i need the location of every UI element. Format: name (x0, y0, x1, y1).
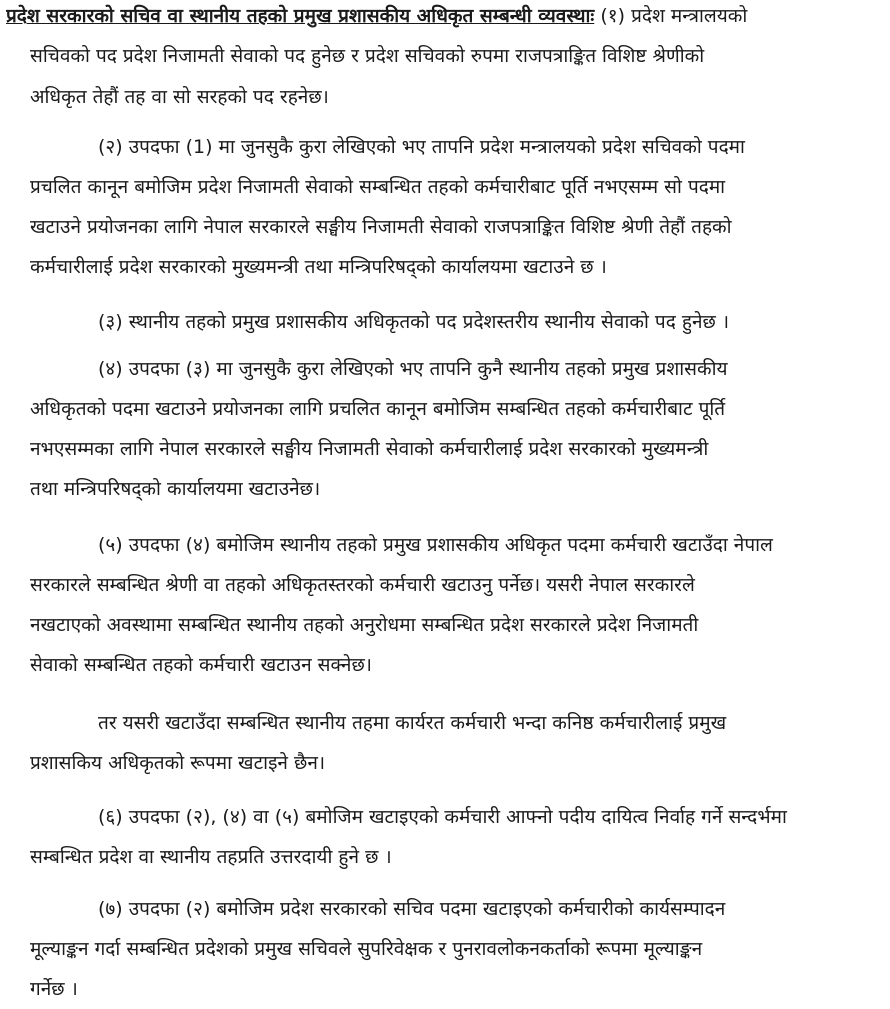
paragraph-7-line-3: गर्नेछ । (30, 978, 78, 1000)
paragraph-6-line-2: सम्बन्धित प्रदेश वा स्थानीय तहप्रति उत्तरदायी हुने छ । (30, 846, 392, 868)
paragraph-5-line-4: सेवाको सम्बन्धित तहको कर्मचारी खटाउन सक्नेछ। (30, 654, 372, 676)
paragraph-4-line-2: अधिकृतको पदमा खटाउने प्रयोजनका लागि प्रचलित कानून बमोजिम सम्बन्धित तहको कर्मचारीबाट पूर्ति (30, 398, 726, 420)
paragraph-7-line-2: मूल्याङ्कन गर्दा सम्बन्धित प्रदेशको प्रमुख सचिवले सुपरिवेक्षक र पुनरावलोकनकर्ताको रूपमा मूल्याङ्कन (30, 938, 703, 960)
proviso-line-1: तर यसरी खटाउँदा सम्बन्धित स्थानीय तहमा कार्यरत कर्मचारी भन्दा कनिष्ठ कर्मचारीलाई प्रमुख (98, 712, 727, 734)
paragraph-3-line-1: (३) स्थानीय तहको प्रमुख प्रशासकीय अधिकृतको पद प्रदेशस्तरीय स्थानीय सेवाको पद हुनेछ । (98, 311, 730, 333)
paragraph-7-line-1: (७) उपदफा (२) बमोजिम प्रदेश सरकारको सचिव पदमा खटाइएको कर्मचारीको कार्यसम्पादन (98, 898, 726, 920)
proviso-line-2: प्रशासकिय अधिकृतको रूपमा खटाइने छैन। (30, 752, 326, 774)
paragraph-2-line-2: प्रचलित कानून बमोजिम प्रदेश निजामती सेवाको सम्बन्धित तहको कर्मचारीबाट पूर्ति नभएसम्म सो पदमा (30, 176, 726, 198)
paragraph-2-line-4: कर्मचारीलाई प्रदेश सरकारको मुख्यमन्त्री तथा मन्त्रिपरिषद्को कार्यालयमा खटाउने छ । (30, 256, 607, 278)
paragraph-4-line-3: नभएसम्मका लागि नेपाल सरकारले सङ्घीय निजामती सेवाको कर्मचारीलाई प्रदेश सरकारको मुख्यमन्त्री (30, 438, 709, 460)
paragraph-1-line-1 (6, 2, 866, 30)
paragraph-5-line-1: (५) उपदफा (४) बमोजिम स्थानीय तहको प्रमुख प्रशासकीय अधिकृत पदमा कर्मचारी खटाउँदा नेपाल (98, 534, 773, 556)
paragraph-5-line-2: सरकारले सम्बन्धित श्रेणी वा तहको अधिकृतस्तरको कर्मचारी खटाउनु पर्नेछ। यसरी नेपाल सरकारले (30, 574, 695, 596)
paragraph-1-line-2: सचिवको पद प्रदेश निजामती सेवाको पद हुनेछ र प्रदेश सचिवको रुपमा राजपत्राङ्कित विशिष्ट श्रेणीको (30, 45, 705, 67)
paragraph-4-line-1: (४) उपदफा (३) मा जुनसुकै कुरा लेखिएको भए तापनि कुनै स्थानीय तहको प्रमुख प्रशासकीय (98, 358, 728, 380)
paragraph-6-line-1: (६) उपदफा (२), (४) वा (५) बमोजिम खटाइएको कर्मचारी आफ्नो पदीय दायित्व निर्वाह गर्ने सन्दर्भमा (98, 806, 787, 828)
section-heading: प्रदेश सरकारको सचिव वा स्थानीय तहको प्रमुख प्रशासकीय अधिकृत सम्बन्धी व्यवस्थाः (6, 5, 595, 27)
paragraph-2-line-3: खटाउने प्रयोजनका लागि नेपाल सरकारले सङ्घीय निजामती सेवाको राजपत्राङ्कित विशिष्ट श्रेणी तेहौं तहको (30, 216, 732, 238)
paragraph-1-line-1-text: (१) प्रदेश मन्त्रालयको (600, 5, 748, 27)
paragraph-4-line-4: तथा मन्त्रिपरिषद्को कार्यालयमा खटाउनेछ। (30, 478, 321, 500)
paragraph-1-line-3: अधिकृत तेहौं तह वा सो सरहको पद रहनेछ। (30, 86, 329, 108)
paragraph-2-line-1: (२) उपदफा (1) मा जुनसुकै कुरा लेखिएको भए तापनि प्रदेश मन्त्रालयको प्रदेश सचिवको पदमा (98, 136, 745, 158)
paragraph-5-line-3: नखटाएको अवस्थामा सम्बन्धित स्थानीय तहको अनुरोधमा सम्बन्धित प्रदेश सरकारले प्रदेश निजामती (30, 614, 699, 636)
